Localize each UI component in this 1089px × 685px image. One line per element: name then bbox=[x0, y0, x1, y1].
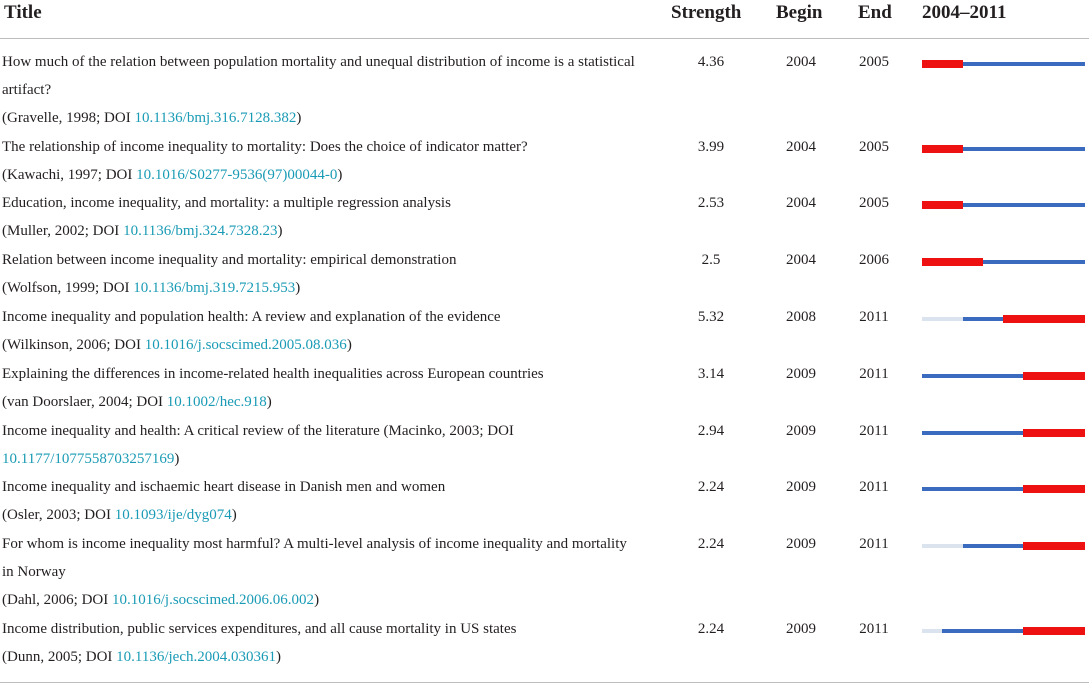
burst-timeline bbox=[922, 429, 1084, 437]
timeline-year-segment bbox=[922, 374, 943, 378]
timeline-year-segment bbox=[983, 374, 1004, 378]
row-end: 2011 bbox=[859, 621, 889, 637]
row-end: 2011 bbox=[859, 479, 889, 495]
row-end: 2011 bbox=[859, 309, 889, 325]
row-title: Education, income inequality, and mortality: a multiple regression analysis (Muller, 2002; DOI 10.1136/bmj.324.7328.23) bbox=[2, 195, 451, 239]
burst-timeline bbox=[922, 145, 1084, 153]
row-begin: 2008 bbox=[786, 309, 816, 325]
row-begin: 2004 bbox=[786, 252, 816, 268]
doi-link[interactable]: 10.1177/1077558703257169 bbox=[2, 451, 175, 467]
timeline-year-segment bbox=[1003, 431, 1024, 435]
burst-year-segment bbox=[1044, 315, 1065, 323]
row-title: Income inequality and ischaemic heart disease in Danish men and women (Osler, 2003; DOI 10.1093/ije/dyg074) bbox=[2, 479, 446, 523]
row-strength: 5.32 bbox=[697, 309, 725, 325]
header-strength: Strength bbox=[671, 2, 742, 23]
row-title: How much of the relation between population mortality and unequal distribution of income is a statistical artifact? (Gravelle, 1998; DOI 10.1136/bmj.316.7128.382) bbox=[2, 54, 635, 126]
burst-year-segment bbox=[963, 258, 984, 266]
row-end: 2011 bbox=[859, 366, 889, 382]
row-title: Explaining the differences in income-related health inequalities across European countries (van Doorslaer, 2004; DOI 10.1002/hec.918) bbox=[2, 366, 544, 410]
burst-timeline bbox=[922, 201, 1084, 209]
burst-year-segment bbox=[922, 201, 943, 209]
footer-rule bbox=[0, 682, 1089, 683]
burst-year-segment bbox=[1023, 429, 1044, 437]
timeline-year-segment bbox=[942, 487, 963, 491]
header-end: End bbox=[858, 2, 892, 23]
burst-year-segment bbox=[1064, 429, 1085, 437]
burst-year-segment bbox=[942, 60, 963, 68]
burst-year-segment bbox=[1003, 315, 1024, 323]
timeline-year-segment bbox=[983, 544, 1004, 548]
timeline-year-segment bbox=[963, 629, 984, 633]
timeline-year-segment bbox=[1003, 487, 1024, 491]
header-begin: Begin bbox=[776, 2, 823, 23]
row-end: 2011 bbox=[859, 536, 889, 552]
row-title: Income distribution, public services expenditures, and all cause mortality in US states (Dunn, 2005; DOI 10.1136/jech.2004.030361) bbox=[2, 621, 517, 665]
timeline-year-segment bbox=[942, 317, 963, 321]
timeline-year-segment bbox=[942, 544, 963, 548]
row-strength: 2.24 bbox=[697, 536, 725, 552]
timeline-year-segment bbox=[1064, 260, 1085, 264]
row-title: Income inequality and population health: A review and explanation of the evidence (Wilkinson, 2006; DOI 10.1016/j.socscimed.2005.08.036) bbox=[2, 309, 501, 353]
timeline-year-segment bbox=[942, 431, 963, 435]
row-begin: 2004 bbox=[786, 139, 816, 155]
timeline-year-segment bbox=[1023, 260, 1044, 264]
row-begin: 2009 bbox=[786, 536, 816, 552]
burst-year-segment bbox=[1023, 627, 1044, 635]
timeline-year-segment bbox=[1003, 374, 1024, 378]
timeline-year-segment bbox=[1003, 629, 1024, 633]
row-strength: 2.53 bbox=[697, 195, 725, 211]
doi-link[interactable]: 10.1002/hec.918 bbox=[166, 394, 267, 410]
burst-year-segment bbox=[1044, 372, 1065, 380]
row-end: 2005 bbox=[859, 139, 889, 155]
row-strength: 2.24 bbox=[697, 621, 725, 637]
timeline-year-segment bbox=[983, 431, 1004, 435]
timeline-year-segment bbox=[922, 544, 943, 548]
row-begin: 2009 bbox=[786, 366, 816, 382]
timeline-year-segment bbox=[963, 147, 984, 151]
timeline-year-segment bbox=[963, 374, 984, 378]
timeline-year-segment bbox=[922, 487, 943, 491]
row-strength: 2.24 bbox=[697, 479, 725, 495]
burst-year-segment bbox=[1023, 315, 1044, 323]
header-range: 2004–2011 bbox=[922, 2, 1007, 23]
row-begin: 2009 bbox=[786, 479, 816, 495]
doi-link[interactable]: 10.1136/bmj.319.7215.953 bbox=[133, 280, 296, 296]
row-strength: 3.14 bbox=[697, 366, 725, 382]
burst-year-segment bbox=[1023, 485, 1044, 493]
timeline-year-segment bbox=[1044, 260, 1065, 264]
doi-link[interactable]: 10.1136/bmj.316.7128.382 bbox=[134, 110, 297, 126]
timeline-year-segment bbox=[1003, 147, 1024, 151]
burst-year-segment bbox=[1064, 372, 1085, 380]
timeline-year-segment bbox=[1003, 203, 1024, 207]
timeline-year-segment bbox=[983, 260, 1004, 264]
timeline-year-segment bbox=[1003, 544, 1024, 548]
timeline-year-segment bbox=[942, 374, 963, 378]
row-title: For whom is income inequality most harmful? A multi-level analysis of income inequality and mortality in Norway (Dahl, 2006; DOI 10.1016/j.socscimed.2006.06.002) bbox=[2, 536, 627, 608]
row-begin: 2004 bbox=[786, 54, 816, 70]
header-rule bbox=[0, 38, 1089, 39]
timeline-year-segment bbox=[1064, 203, 1085, 207]
timeline-year-segment bbox=[983, 487, 1004, 491]
burst-year-segment bbox=[942, 201, 963, 209]
row-title: The relationship of income inequality to mortality: Does the choice of indicator matter? (Kawachi, 1997; DOI 10.1016/S0277-9536(97)00044-0) bbox=[2, 139, 528, 183]
burst-timeline bbox=[922, 258, 1084, 266]
burst-timeline bbox=[922, 60, 1084, 68]
row-title: Income inequality and health: A critical review of the literature (Macinko, 2003; DOI 10.1177/1077558703257169) bbox=[2, 423, 514, 467]
timeline-year-segment bbox=[983, 147, 1004, 151]
doi-link[interactable]: 10.1016/S0277-9536(97)00044-0 bbox=[136, 167, 338, 183]
burst-year-segment bbox=[1064, 315, 1085, 323]
timeline-year-segment bbox=[963, 431, 984, 435]
burst-timeline bbox=[922, 627, 1084, 635]
burst-timeline bbox=[922, 315, 1084, 323]
timeline-year-segment bbox=[983, 62, 1004, 66]
row-begin: 2004 bbox=[786, 195, 816, 211]
burst-year-segment bbox=[922, 145, 943, 153]
timeline-year-segment bbox=[942, 629, 963, 633]
burst-timeline bbox=[922, 485, 1084, 493]
burst-year-segment bbox=[1044, 485, 1065, 493]
burst-year-segment bbox=[1064, 542, 1085, 550]
row-end: 2005 bbox=[859, 54, 889, 70]
row-strength: 3.99 bbox=[697, 139, 725, 155]
row-end: 2005 bbox=[859, 195, 889, 211]
doi-link[interactable]: 10.1136/bmj.324.7328.23 bbox=[123, 223, 278, 239]
timeline-year-segment bbox=[963, 544, 984, 548]
burst-year-segment bbox=[1064, 627, 1085, 635]
timeline-year-segment bbox=[1044, 62, 1065, 66]
doi-link[interactable]: 10.1136/jech.2004.030361 bbox=[116, 649, 276, 665]
timeline-year-segment bbox=[1023, 203, 1044, 207]
timeline-year-segment bbox=[1003, 260, 1024, 264]
timeline-year-segment bbox=[922, 317, 943, 321]
timeline-year-segment bbox=[983, 629, 1004, 633]
burst-year-segment bbox=[1023, 372, 1044, 380]
timeline-year-segment bbox=[963, 487, 984, 491]
burst-year-segment bbox=[1064, 485, 1085, 493]
row-strength: 4.36 bbox=[697, 54, 725, 70]
timeline-year-segment bbox=[963, 62, 984, 66]
row-begin: 2009 bbox=[786, 423, 816, 439]
burst-year-segment bbox=[1044, 429, 1065, 437]
timeline-year-segment bbox=[963, 203, 984, 207]
doi-link[interactable]: 10.1093/ije/dyg074 bbox=[114, 507, 232, 523]
burst-year-segment bbox=[1044, 627, 1065, 635]
row-end: 2006 bbox=[859, 252, 889, 268]
header-title: Title bbox=[4, 2, 42, 23]
timeline-year-segment bbox=[922, 629, 943, 633]
burst-timeline bbox=[922, 542, 1084, 550]
timeline-year-segment bbox=[1044, 147, 1065, 151]
doi-link[interactable]: 10.1016/j.socscimed.2006.06.002 bbox=[111, 592, 315, 608]
timeline-year-segment bbox=[1064, 147, 1085, 151]
burst-year-segment bbox=[942, 145, 963, 153]
row-begin: 2009 bbox=[786, 621, 816, 637]
timeline-year-segment bbox=[983, 317, 1004, 321]
burst-year-segment bbox=[942, 258, 963, 266]
row-title: Relation between income inequality and mortality: empirical demonstration (Wolfson, 1999; DOI 10.1136/bmj.319.7215.953) bbox=[2, 252, 457, 296]
timeline-year-segment bbox=[1064, 62, 1085, 66]
timeline-year-segment bbox=[1023, 147, 1044, 151]
burst-year-segment bbox=[922, 60, 943, 68]
row-strength: 2.5 bbox=[701, 252, 721, 268]
timeline-year-segment bbox=[922, 431, 943, 435]
burst-year-segment bbox=[1023, 542, 1044, 550]
row-end: 2011 bbox=[859, 423, 889, 439]
timeline-year-segment bbox=[1023, 62, 1044, 66]
timeline-year-segment bbox=[1044, 203, 1065, 207]
burst-timeline bbox=[922, 372, 1084, 380]
burst-year-segment bbox=[1044, 542, 1065, 550]
burst-year-segment bbox=[922, 258, 943, 266]
timeline-year-segment bbox=[1003, 62, 1024, 66]
timeline-year-segment bbox=[963, 317, 984, 321]
timeline-year-segment bbox=[983, 203, 1004, 207]
doi-link[interactable]: 10.1016/j.socscimed.2005.08.036 bbox=[144, 337, 347, 353]
row-strength: 2.94 bbox=[697, 423, 725, 439]
